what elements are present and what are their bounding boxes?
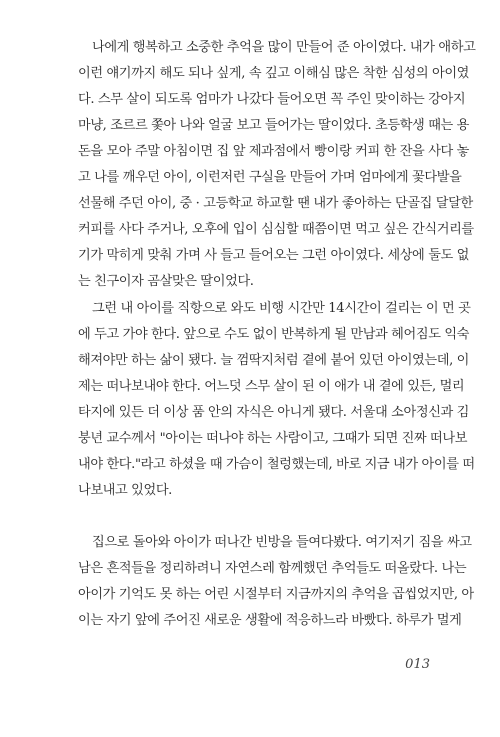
text-line: 고 나를 깨우던 아이, 이런저런 구실을 만들어 가며 엄마에게 꽃다발을 bbox=[78, 170, 462, 185]
text-line: 제는 떠나보내야 한다. 어느덧 스무 살이 된 이 애가 내 곁에 있든, 멀리 bbox=[78, 379, 465, 394]
text-line: 커피를 사다 주거나, 오후에 입이 심심할 때쯤이면 먹고 싶은 간식거리를 bbox=[78, 222, 474, 237]
text-line: 기가 막히게 맞춰 가며 사 들고 들어오는 그런 아이였다. 세상에 둘도 없 bbox=[78, 248, 469, 263]
text-line: 집으로 돌아와 아이가 떠나간 빈방을 들여다봤다. 여기저기 짐을 싸고 bbox=[92, 535, 472, 550]
text-line: 선물해 주던 아이, 중 · 고등학교 하교할 땐 내가 좋아하는 단골집 달달한 bbox=[78, 196, 473, 211]
text-line: 나보내고 있었다. bbox=[78, 483, 172, 498]
text-line: 붕년 교수께서 "아이는 떠나야 하는 사람이고, 그때가 되면 진짜 떠나보 bbox=[78, 431, 468, 446]
text-line: 이런 얘기까지 해도 되나 싶게, 속 깊고 이해심 많은 착한 심성의 아이였 bbox=[78, 66, 469, 81]
text-line: 타지에 있든 더 이상 품 안의 자식은 아니게 됐다. 서울대 소아정신과 김 bbox=[78, 405, 469, 420]
text-line: 에 두고 가야 한다. 앞으로 수도 없이 반복하게 될 만남과 헤어짐도 익숙 bbox=[78, 327, 469, 342]
text-line: 내야 한다."라고 하셨을 때 가슴이 철렁했는데, 바로 지금 내가 아이를 떠 bbox=[78, 457, 475, 472]
text-line: 그런 내 아이를 직항으로 와도 비행 시간만 14시간이 걸리는 이 먼 곳 bbox=[92, 301, 471, 316]
text-line: 이는 자기 앞에 주어진 새로운 생활에 적응하느라 바빴다. 하루가 멀게 bbox=[78, 613, 462, 628]
page-number: 013 bbox=[405, 657, 430, 672]
text-line: 나에게 행복하고 소중한 추억을 많이 만들어 준 아이였다. 내가 애하고 bbox=[92, 40, 476, 55]
text-line: 마냥, 조르르 쫓아 나와 얼굴 보고 들어가는 딸이었다. 초등학생 때는 용 bbox=[78, 118, 469, 133]
text-line: 해져야만 하는 삶이 됐다. 늘 껌딱지처럼 곁에 붙어 있던 아이였는데, 이 bbox=[78, 353, 469, 368]
text-line: 아이가 기억도 못 하는 어린 시절부터 지금까지의 추억을 곱씹었지만, 아 bbox=[78, 587, 474, 602]
text-line: 남은 흔적들을 정리하려니 자연스레 함께했던 추억들도 떠올랐다. 나는 bbox=[78, 561, 467, 576]
text-line: 는 친구이자 곰살맞은 딸이었다. bbox=[78, 274, 254, 289]
text-line: 돈을 모아 주말 아침이면 집 앞 제과점에서 빵이랑 커피 한 잔을 사다 놓 bbox=[78, 144, 469, 159]
text-line: 다. 스무 살이 되도록 엄마가 나갔다 들어오면 꼭 주인 맞이하는 강아지 bbox=[78, 92, 466, 107]
